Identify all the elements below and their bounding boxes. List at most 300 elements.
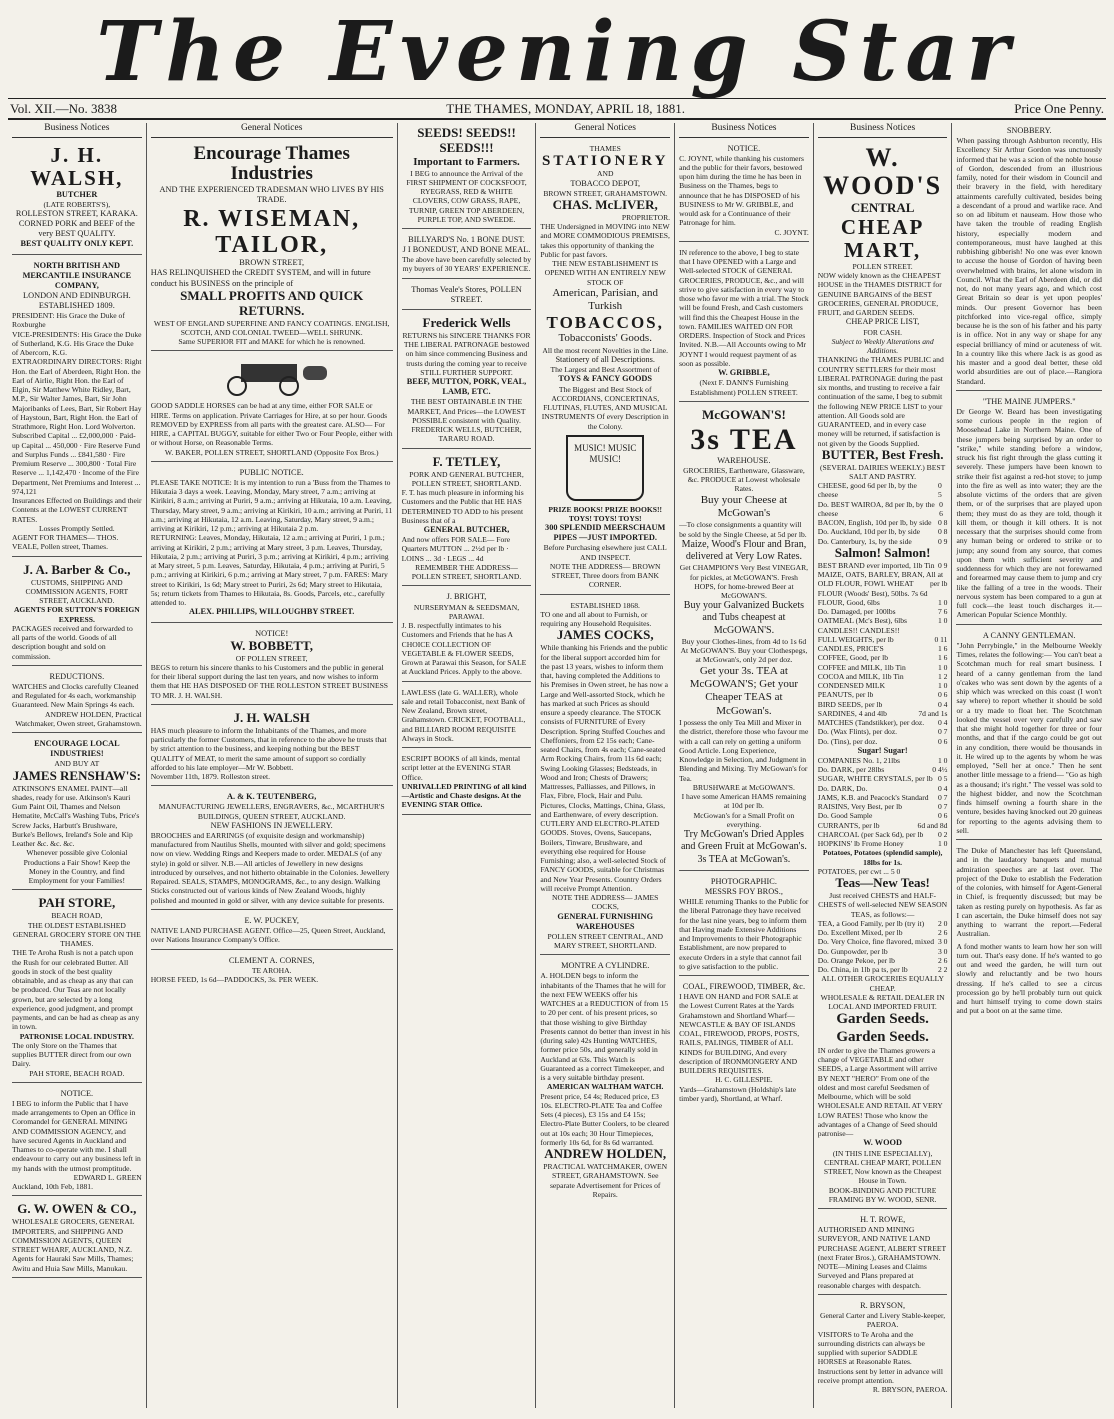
ad-title: 3s TEA — [690, 422, 798, 456]
ad-title: CENTRAL — [850, 199, 915, 215]
ad-text: WAREHOUSE. — [717, 455, 771, 465]
ad-text: UNRIVALLED PRINTING of all kind —Artistic and Chaste designs. At the EVENING STAR Office. — [401, 781, 527, 810]
price-row — [818, 928, 948, 937]
masthead — [8, 6, 1106, 98]
price-row — [818, 811, 948, 820]
ad-text: NOTE THE ADDRESS— JAMES COCKS, — [552, 893, 659, 912]
price-row — [818, 839, 948, 848]
ad-address: BEACH ROAD, — [51, 911, 103, 921]
ad-green-notice — [12, 1086, 142, 1197]
price-row — [818, 947, 948, 956]
price-item: BACON, English, 10d per lb, by side — [817, 518, 932, 528]
price-value: 2 0 — [937, 918, 948, 928]
ad-title: American, Parisian, and Turkish — [552, 286, 659, 313]
price-item: Do. (Wax Flints), per doz. — [817, 727, 898, 737]
dateline — [8, 98, 1106, 120]
article-canny-gentleman — [956, 628, 1102, 840]
price-row — [818, 589, 948, 598]
ad-text: AGENTS FOR SUTTON'S FOREIGN EXPRESS. — [13, 605, 140, 624]
ad-signature: W. WOOD — [863, 1138, 902, 1148]
ad-text: THAMES — [589, 143, 621, 153]
price-row — [818, 607, 948, 616]
price-row — [818, 518, 948, 527]
ad-phillips — [151, 465, 393, 623]
ad-text: (IN THIS LINE ESPECIALLY), CENTRAL CHEAP MART, POLLEN STREET, Now known as the Cheapest House in Town. — [823, 1148, 942, 1186]
ad-text: Just received CHESTS and HALF-CHESTS of well-selected NEW SEASON TEAS, as follows:— — [818, 891, 948, 919]
price-row — [818, 774, 948, 783]
price-list-c — [818, 756, 948, 849]
ad-text: LAWLESS (late G. WALLER), whole sale and retail Tobacconist, next Bank of New Zealand, Brown street, Grahamstown. CRICKET, FOOTBALL, and BILLIARD ROOM REQUISITE Always in Stock. — [401, 687, 526, 743]
ad-text: WHOLESALE GROCERS, GENERAL IMPORTERS, and SHIPPING AND COMMISSION AGENTS, QUEEN STREET WHARF, AUCKLAND, N.Z. — [12, 1217, 135, 1255]
ad-text: TO one and all about to Furnish, or requiring any Household Requisites. — [540, 609, 652, 629]
ad-title: NEW FASHIONS IN JEWELLERY. — [210, 820, 333, 830]
price-row — [818, 579, 948, 588]
ad-text: PLEASE TAKE NOTICE: It is my intention to run a 'Buss from the Thames to Hikutaia 3 days a week. Leaving, Monday, Mary street, 7 a.m.; arriving at Kirikiri, 8 a.m.; arriving at Puriri, 9 a.m.; arriving at Hikutaia, 10 a.m. Leaving, Thursday, Mary street, 9 a.m.; arriving at Kirikiri, 10 a.m.; arriving at Puriri, 11 a.m.; arriving at Hikutaia, 12 a.m. Leaving, Saturday, Mary street, 9 a.m.; arriving at Kirikiri, 12 p.m.; arriving at Hikutaia 2 p.m. — [150, 477, 393, 534]
ad-text: AGENT FOR THAMES— THOS. VEALE, Pollen street, Thames. — [12, 533, 119, 552]
article-body: A fond mother wants to learn how her son will turn out. That's easy done. If he's wanted to go out and weed the garden, he will turn out slowly and reluctantly and be two hours dressing. If he's called to see a circus procession go by he'll probably turn out quick and hurt himself trying to come down stairs and put a boot on at the same time. — [956, 941, 1102, 1016]
price-value: 0 8 — [937, 518, 948, 528]
ad-title: 300 SPLENDID MEERSCHAUM PIPES —JUST IMPORTED. — [545, 523, 666, 543]
price-item: CONDENSED MILK — [817, 681, 886, 691]
ad-text: THE Undersigned in MOVING into NEW and MORE COMMODIOUS PREMISES, takes this opportunity of thanking the Public for past favors. — [540, 222, 670, 259]
ad-text: WHILE returning Thanks to the Public for the liberal Patronage they have received for the last nine years, beg to inform them that Having made Extensive Additions and Improvements to their Photographic Establishment, are now prepared to execute Orders in a style that cannot fail to give satisfaction to the public. — [679, 897, 809, 971]
ad-text: Buy your Galvanized Buckets and Tubs cheapest at McGOWAN'S. — [683, 600, 805, 636]
ad-title: F. TETLEY, — [432, 453, 501, 469]
ad-title: NORTH BRITISH AND MERCANTILE INSURANCE COMPANY, — [22, 260, 132, 290]
ad-text: Same SUPERIOR FIT and MAKE for which he is renowned. — [178, 337, 366, 347]
price-item: Do. Canterbury, 1s, by the side — [817, 536, 912, 546]
ad-title: Get your 3s. TEA at McGOWAN'S; Get your Cheaper TEAS at McGowan's. — [689, 664, 799, 717]
price-item: COFFEE, Good, per lb — [817, 653, 889, 663]
ad-text: General Carter and Livery Stable-keeper, PAEROA. — [820, 1311, 946, 1330]
ad-cocks — [540, 598, 670, 956]
price-list-a — [818, 481, 948, 546]
ad-veale — [402, 282, 532, 310]
ad-stationery — [540, 141, 670, 595]
ad-title: ENCOURAGE LOCAL INDUSTRIES! — [34, 739, 120, 759]
ad-text: RETURNS his SINCERE THANKS FOR THE LIBERAL PATRONAGE bestowed on him since commencing Business and trusts during the coming year to receive STILL FURTHER SUPPORT. — [402, 330, 531, 377]
price-row — [818, 527, 948, 536]
ad-text: NURSERYMAN & SEEDSMAN, PARAWAI. — [413, 602, 520, 621]
price-value: 0 6 — [937, 736, 948, 746]
price-value: 1 0 — [937, 681, 948, 691]
ad-rowe — [818, 1212, 948, 1295]
price-value: 0 4 — [937, 718, 948, 728]
ad-text: THE NEW ESTABLISHMENT IS OPENED WITH AN ENTIRELY NEW STOCK OF — [544, 259, 666, 287]
ad-barber — [12, 560, 142, 666]
ad-address: ROLLESTON STREET, KARAKA. — [15, 209, 138, 219]
price-value: 0 9 — [937, 560, 948, 570]
buggy-illustration — [217, 360, 327, 398]
price-value: 1 6 — [937, 653, 948, 663]
price-list-d — [818, 919, 948, 975]
price-value: 1 0 — [937, 662, 948, 672]
ad-title: NOTICE. — [727, 143, 761, 153]
ad-text: THANKING the THAMES PUBLIC and COUNTRY SETTLERS for their most LIBERAL PATRONAGE during the past six months, and trusting to receive a fair continuation of the same, I beg to submit the following NEW PRICE LIST to your attention. All Goods sold are GUARANTEED, and in every case money will be returned, if satisfaction is not given by the Goods Supplied. — [817, 355, 944, 448]
price-item: Do. Good Sample — [817, 811, 873, 821]
ad-mcgowan — [679, 405, 809, 871]
article-snobbery — [956, 123, 1102, 391]
ad-text: The only Store on the Thames that supplies BUTTER direct from our own Dairy. — [12, 1040, 132, 1069]
price-item: BIRD SEEDS, per lb — [817, 699, 883, 709]
ad-pah-store — [12, 893, 142, 1082]
ad-text: HAS RELINQUISHED the CREDIT SYSTEM, and will in future conduct his BUSINESS on the principle of — [150, 268, 371, 288]
price-item: COMPANIES No. 1, 21lbs — [817, 755, 900, 765]
price-item: TEA, a Good Family, per lb (try it) — [817, 918, 925, 928]
ad-cornes — [151, 953, 393, 989]
ad-title: CLEMENT A. CORNES, — [228, 955, 315, 965]
ad-title: NOTICE. — [60, 1088, 94, 1098]
ad-text: RETURNING: Leaves, Monday, Hikutaia, 12 a.m.; arriving at Puriri, 1 p.m.; arriving at Kirikiri, 2 p.m.; arriving at Mary street, 3 p.m. Leaves, Thursday, Hikutaia, 2 p.m.; arriving at Puriri, 3 p.m.; arriving at Kirikiri, 4 p.m.; arriving at Mary street, 5 p.m. Leaves, Saturday, Hikutaia, 4 p.m.; arriving at Puriri, 5 p.m.; arriving at Kirikiri, 6 p.m.; arriving at Mary street, 7 p.m. FARES: Mary street to Kirikiri, 1s 6d; Mary street to Puriri, 2s 6d; Mary street to Hikutaia, 5s; return tickets from Thames to Hikutaia, 8s. Goods, Parcels, etc., carefully attended to. — [150, 533, 389, 608]
ad-signature: ALEX. PHILLIPS, WILLOUGHBY STREET. — [188, 607, 355, 617]
ad-title: ANDREW HOLDEN, — [544, 1146, 667, 1162]
masthead-title: The Evening Star — [96, 4, 1018, 100]
price-value: 0 8 — [937, 527, 948, 537]
ad-title: R. WISEMAN, TAILOR, — [183, 205, 361, 258]
ad-text: I HAVE ON HAND and FOR SALE at the Lowest Current Rates at the Yards Grahamstown and Shortland Wharf— NEWCASTLE & BAY OF ISLANDS COAL, FIREWOOD, PROPS, POSTS, RAILS, PALINGS, TIMBER of ALL KINDS for BUILDING, And every description of IRONMONGERY AND BUILDERS REQUISITES. — [679, 992, 800, 1076]
column-6 — [814, 123, 953, 1408]
ad-text: Whenever possible give Colonial Productions a Fair Show! Keep the Money in the Country, and find Employment for your Families! — [23, 848, 131, 886]
columns — [8, 123, 1106, 1408]
ad-text: The Largest and Best Assortment of — [550, 365, 660, 375]
ad-text: I possess the only Tea Mill and Mixer in the district, therefore those who favour me with a call can rely on getting a uniform Good Article. Long Experience, Knowledge in Selection, and Judgment in Blending and Mixing. Try McGowan's for Tea. — [679, 718, 809, 783]
price-item: CHEESE, good 6d per lb, by the cheese — [817, 481, 917, 500]
price-row — [818, 756, 948, 765]
ad-title: G. W. OWEN & CO., — [17, 1201, 137, 1217]
ad-text: AND BUY AT — [54, 759, 100, 769]
price-item: Do. (Tins), per doz. — [817, 736, 878, 746]
ad-text: ESTABLISHED 1868. — [570, 600, 640, 610]
ad-text: LONDON AND EDINBURGH. — [23, 290, 131, 300]
ad-foy — [679, 874, 809, 976]
ad-text: Subscribed Capital ... £2,000,000 · Paid-up Capital ... 450,000 · Fire Reserve Fund and Surplus Funds ... £841,580 · Fire Premium Reserve ... 300,800 · Total Fire Reserve ... 1,142,470 · Income of the Fire Department, Net Premiums and Interest ... 974,121 — [12, 431, 141, 496]
price-value: 0 4½ — [932, 765, 948, 775]
ad-title: SMALL PROFITS AND QUICK RETURNS. — [180, 287, 364, 318]
price-value: 2 2 — [937, 965, 948, 975]
price-row — [818, 644, 948, 653]
ad-bright — [402, 589, 532, 681]
price-item: Do. Gunpowder, per lb — [817, 946, 888, 956]
ad-text: While thanking his Friends and the public for the liberal support accorded him for the past 13 years, wishes to inform them that, having completed the Additions to his Premises in Owen street, he has now a Large and Well-assorted Stock, which he has marked at such Prices as should ensure a speedy clearance. The STOCK consists of FURNITURE of Every Description. Spring Stuffed Couches and Cheffoniers, from £2 15s each; Cane-seated Chairs, from 4s each; Cane-seated Arm Rocking Chairs, from 11s 6d each; Swing Looking Glasses; Bedsteads, in Wood and Iron; Chests of Drawers; Mattresses, Palliasses, and Pillows, in Flax, Fibre, Flock, Hair and Pulu. Pictures, Clocks, Mattings, China, Glass, and Earthenware, of every description. CUTLERY AND ELECTRO-PLATED GOODS. Stoves, Ovens, Saucepans, Boilers, Tinware, Brushware, and everything else required for House Furnishing; also, a well-selected Stock of FANCY GOODS, suitable for Christmas and New Year Presents. Country Orders will receive Prompt Attention. — [540, 643, 668, 893]
price-item: CANDLES, PRICE'S — [817, 644, 884, 654]
ad-text: NATIVE LAND PURCHASE AGENT. Office—25, Queen Street, Auckland, over Nations Insurance Company's Office. — [150, 926, 386, 945]
ad-holden-reductions — [12, 669, 142, 733]
price-value: 7 6 — [937, 607, 948, 617]
ad-title: Tobacconists' Goods. — [558, 332, 652, 345]
ad-title: NOTICE! — [255, 628, 289, 638]
price-row — [818, 598, 948, 607]
price-row — [818, 765, 948, 774]
article-headline: "THE MAINE JUMPERS." — [982, 396, 1076, 406]
price-value: 1 0 — [937, 755, 948, 765]
price-item: JAMS, K.B. and Peacock's Standard — [817, 792, 929, 802]
ad-text: PROPRIETOR. — [621, 212, 671, 222]
ad-signature: C. JOYNT. — [774, 227, 809, 237]
ad-teutenberg — [151, 789, 393, 910]
ad-address: OF POLLEN STREET, — [235, 653, 308, 663]
ad-address: POLLEN STREET CENTRAL, AND MARY STREET, SHORTLAND. — [547, 931, 663, 951]
ad-text: BROOCHES and EARRINGS (of exquisite design and workmanship) manufactured from Nautilus Shells, mounted with silver and gold; specimens now on view. Wedding Rings and Keepers made to order. MEDALS (of any style) in gold or silver. N.B.—All articles of Jewellery in new designs introduced by ourselves, and not hitherto obtainable in the Colonies. Jewellery Repaired. SEALS, STAMPS, MONOGRAMS, &c., to any design. Walking Sticks constructed out of various kinds of New Zealand Woods, highly polished and mounted in gold or silver, with any device suitable for presents. — [150, 830, 390, 905]
ad-title: W. GRIBBLE, — [718, 368, 770, 378]
price-value: 2 6 — [937, 955, 948, 965]
price-row — [818, 481, 948, 500]
ad-title: CHAS. McLIVER, — [552, 196, 658, 212]
price-item: Do. Orange Pekoe, per lb — [817, 955, 895, 965]
price-item: FULL WEIGHTS, per lb — [817, 634, 894, 644]
volume-number: Vol. XII.—No. 3838 — [10, 100, 118, 116]
ad-title: Teas—New Teas! — [835, 875, 930, 891]
price-row — [818, 681, 948, 690]
ad-title: McGOWAN'S! — [702, 406, 786, 422]
ad-text: THE BEST OBTAINABLE IN THE MARKET, And Prices—the LOWEST POSSIBLE consistent with Quality. — [407, 397, 526, 425]
ad-text: ATKINSON'S ENAMEL PAINT—all shades, ready for use. Atkinson's Kauri Gum Paint Oil, Thames and Nelson Hematite, McCall's Washing Tubs, Price's Screw Jacks, Harbutt's Brushware, Burke's Bellows, Ireland's Sole and Kip Leather &c. &c. &c. — [12, 783, 140, 849]
ad-text: PACKAGES received and forwarded to all parts of the world. Goods of all description bought and sold on commission. — [12, 623, 133, 661]
ad-bryson — [818, 1298, 948, 1398]
ad-owen — [12, 1199, 142, 1277]
ad-title: Garden Seeds. — [836, 1028, 929, 1045]
ad-title: PUBLIC NOTICE. — [239, 467, 304, 477]
ad-title: R. BRYSON, — [860, 1300, 906, 1310]
ad-text: 3s TEA at McGowan's. — [697, 853, 791, 865]
ad-text: The Biggest and Best Stock of ACCORDIANS, CONCERTINAS, FLUTINAS, FLUTES, AND MUSICAL INSTRUMENTS Of every Description in the Colony. — [541, 384, 669, 431]
ad-text: EXTRAORDINARY DIRECTORS: Right Hon. the Earl of Aberdeen, Right Hon. the Earl of Airlie, Right Hon. the Earl of Elgin, Sir Matthew White Ridley, Bart, M.P., Sir Walter James, Bart, Sir John Majoribanks of Lees, Bart, Sir Robert Hay of Haystoun, Bart, Right Hon. the Earl of Strathmore, Right Hon. Lord Wolverton. — [12, 357, 142, 432]
ad-subtitle: BUTCHER — [56, 189, 98, 199]
ad-address: TE AROHA. — [251, 965, 292, 975]
ad-wiseman — [151, 141, 393, 352]
ad-signature: ANDREW HOLDEN, Practical Watchmaker, Owen street, Grahamstown. — [15, 709, 142, 728]
price-item: RAISINS, Very Best, per lb — [817, 802, 902, 812]
ad-title: AMERICAN WALTHAM WATCH. — [547, 1082, 664, 1092]
ad-text: Yards—Grahamstown (Holdship's late timber yard), Shortland, at Wharf. — [679, 1084, 797, 1103]
ad-title: CHEAP PRICE LIST, — [845, 317, 920, 327]
ad-text: IN reference to the above, I beg to state that I have OPENED with a Large and Well-selected STOCK of GENERAL GROCERIES, PRODUCE, &c., and will strive to give satisfaction in every way to those who favor me with a trial. The Stock will be found Fresh, and Cash customers will find this the Cheapest House in the town. FAMILIES WAITED ON FOR ORDERS. Inspection of Stock and Prices Invited. N.B.—All Accounts owing to Mr JOYNT I would request payment of as soon as possible. — [679, 247, 809, 368]
ad-title: J. A. Barber & Co., — [23, 561, 131, 577]
column-7 — [952, 123, 1106, 1408]
price-row — [818, 570, 948, 579]
price-item: HOPKINS' lb Frome Honey — [817, 839, 904, 849]
ad-text: ALL OTHER GROCERIES EQUALLY CHEAP. — [821, 974, 944, 993]
price-row — [818, 700, 948, 709]
ad-text: AND — [596, 169, 614, 179]
column-heading: General Notices — [151, 123, 393, 138]
ad-title: A. & K. TEUTENBERG, — [227, 792, 317, 802]
ad-text: I have some American HAMS remaining at 10d per lb. — [681, 792, 807, 811]
ad-title: Thomas Veale's Stores, POLLEN STREET. — [411, 284, 522, 304]
price-item: COCOA and MILK, 1lb Tin — [817, 671, 904, 681]
ad-bobbett — [151, 626, 393, 705]
ad-text: C. JOYNT, while thanking his customers and the public for their favors, bestowed upon him during the time he has been in Business on the Thames, begs to announce that he has DISPOSED of his BUSINESS to Mr W. GRIBBLE, and would ask for a Continuance of their Patronage for him. — [679, 153, 804, 228]
ad-text: PAH STORE, BEACH ROAD. — [29, 1068, 125, 1078]
price-row — [818, 500, 948, 519]
ad-address: POLLEN STREET. — [852, 261, 913, 271]
ad-title: PHOTOGRAPHIC. — [710, 876, 777, 886]
article-body: When passing through Ashburton recently, His Excellency Sir Arthur Gordon was unctuously informed that he was a scion of the noble house of Gordon, descended from an illustrious family, noted for their wisdom in Council and their bravery in the field, with hereditary attainments carefully cultivated, besides being a descendant of a proud and warlike race. And so on ad libitum et nauseam. How those who have taken the trouble of reading English history, especially modern and contemporaneous, must have laughed at this rubbishing gibberish! No one was ever known to accuse the house of Gordon of having been overwhelmed with brains, let alone wisdom in Council. What the Earl of Aberdeen did, or did not, do not many years ago, and which cost Great Britain so dear is yet upon peoples' minds. Our present Governor has been pitchforked into vice-regal office, simply because he is the son of his father and his party is in office. Not in any way or shape for any especial brilliancy of mind or acuteness of wit. In a country like this where Jack is as good as his master and a good deal better, these old world absurdities are out of place.—Rangiora Standard. — [956, 136, 1102, 386]
price-value: 0 7 — [937, 727, 948, 737]
price-row — [818, 727, 948, 736]
ad-signature: H. C. GILLESPIE. — [715, 1075, 773, 1085]
price-item: FLOUR, Good, 6lbs — [817, 597, 880, 607]
price-value: 0 6 — [937, 811, 948, 821]
ad-title: BEEF, MUTTON, PORK, VEAL, LAMB, ETC. — [406, 377, 527, 397]
ad-text: November 11th, 1879. Rolleston street. — [150, 772, 271, 782]
ad-text: WATCHES and Clocks carefully Cleaned and Regulated for 4s each, workmanship Guaranteed. New Main Springs 4s each. — [12, 681, 139, 710]
price: Price One Penny. — [1014, 100, 1104, 116]
ad-title: JAMES RENSHAW'S: — [12, 767, 141, 783]
ad-signature: FREDERICK WELLS, BUTCHER, TARARU ROAD. — [411, 425, 522, 444]
price-row — [818, 672, 948, 681]
price-row — [818, 690, 948, 699]
ad-text: Auckland, 10th Feb, 1881. — [12, 1182, 93, 1192]
ad-title: COAL, FIREWOOD, TIMBER, &c. — [682, 982, 806, 991]
ad-title: J. BRIGHT, — [446, 592, 487, 602]
price-item: OLD FLOUR, FOWL WHEAT — [817, 579, 914, 589]
ad-title: SEEDS! SEEDS!! SEEDS!!! — [417, 125, 516, 155]
ad-text: NOW widely known as the CHEAPEST HOUSE in the THAMES DISTRICT for GENUINE BARGAINS of the BEST GROCERIES, GENERAL PRODUCE, FRUIT, and GARDEN SEEDS. — [817, 271, 942, 318]
column-heading: Business Notices — [818, 123, 948, 138]
article-duke — [956, 843, 1102, 1020]
ad-walsh — [12, 141, 142, 255]
ad-text: Try McGowan's Dried Apples and Green Fruit at McGowan's. — [680, 829, 807, 853]
column-5 — [675, 123, 814, 1408]
price-value: 0 7 — [937, 792, 948, 802]
price-value: 0 6 — [939, 499, 943, 518]
ad-title: Potatoes, Potatoes (splendid sample), 18lbs for 1s. — [822, 848, 943, 867]
price-value: 0 7 — [937, 802, 948, 812]
ad-text: VISITORS to Te Aroha and the surrounding districts can always be supplied with superior SADDLE HORSES at Reasonable Rates. Instructions sent by letter in advance will receive prompt attention. — [817, 1329, 944, 1385]
price-row — [818, 821, 948, 830]
ad-star-printing — [402, 751, 532, 815]
issue-date: THE THAMES, MONDAY, APRIL 18, 1881. — [446, 100, 685, 116]
column-heading: General Notices — [540, 123, 670, 138]
ad-text: AUTHORISED AND MINING SURVEYOR, AND NATIVE LAND PURCHASE AGENT, ALBERT STREET (next Frater Bros.), GRAHAMSTOWN. NOTE—Mining Leases and Claims Surveyed and Plans prepared at reasonable charges with despatch. — [817, 1225, 946, 1290]
price-item: Do. DARK, Do. — [817, 783, 868, 793]
ad-title: MESSRS FOY BROS., — [704, 886, 783, 896]
price-value: 1 2 — [937, 671, 948, 681]
ad-title: TOYS & FANCY GOODS — [558, 374, 653, 384]
ad-holden-watch — [540, 958, 670, 1203]
price-item: Do. Auckland, 10d per lb, by side — [817, 527, 921, 537]
ad-text: PRIZE BOOKS! PRIZE BOOKS!! TOYS! TOYS! TOYS! — [548, 504, 663, 523]
article-maine-jumpers — [956, 394, 1102, 625]
ad-text: And now offers FOR SALE— Fore Quarters MUTTON ... 2½d per lb · LOINS ... 3d · LEGS ... 4d — [401, 535, 511, 563]
ad-baker — [151, 354, 393, 462]
price-row — [818, 561, 948, 570]
ad-text: MANUFACTURING JEWELLERS, ENGRAVERS, &c., MCARTHUR'S BUILDINGS, QUEEN STREET, AUCKLAND. — [158, 802, 385, 821]
ad-text: PATRONISE LOCAL INDUSTRY. — [19, 1031, 134, 1041]
ad-gillespie — [679, 979, 809, 1107]
ad-title: Frederick Wells — [422, 314, 511, 330]
price-row — [818, 802, 948, 811]
price-row — [818, 626, 948, 635]
ad-title: GENERAL BUTCHER, — [423, 525, 510, 535]
ad-title: Encourage Thames Industries — [193, 142, 350, 185]
price-item: MATCHES (Tandstikker), per doz. — [817, 718, 925, 728]
ad-text: J I BONEDUST, AND BONE MEAL. — [402, 245, 531, 255]
price-value: 7d and 1s — [918, 708, 948, 718]
ad-title: TOBACCO DEPOT, — [570, 178, 641, 188]
price-value: per lb — [929, 579, 948, 589]
ad-title: JAMES COCKS, — [556, 627, 654, 643]
ad-seeds — [402, 123, 532, 229]
price-item: CHARCOAL (per Sack 6d), per lb — [817, 829, 924, 839]
price-value: 3 0 — [937, 946, 948, 956]
ad-text: ESCRIPT BOOKS of all kinds, mental script letter at the EVENING STAR Office. — [401, 754, 521, 782]
ad-text: IN order to give the Thames growers a change of VEGETABLE and other SEEDS, a Large Assortment will arrive BY NEXT "HERO" From one of the oldest and most careful Seedsmen of Melbourne, which will be sold WHOLESALE AND RETAIL AT VERY LOW RATES! Those who know the advantages of a Change of Seed should patronise— — [817, 1045, 943, 1139]
ad-text: PRESIDENT: His Grace the Duke of Roxburghe — [12, 311, 125, 330]
ad-text: —To close consignments a quantity will be sold by the Single Cheese, at 5d per lb. — [679, 520, 807, 539]
ad-text: J. B. respectfully intimates to his Customers and Friends that he has A CHOICE COLLECTION OF VEGETABLE & FLOWER SEEDS, Grown at Parawai this Season, for SALE at Auckland Prices. Apply to the above. — [401, 621, 527, 677]
ad-title: Garden Seeds. — [836, 1011, 929, 1028]
ad-north-british — [12, 258, 142, 557]
price-value: 0 6 — [937, 690, 948, 700]
ad-title: W. WOOD'S — [823, 142, 943, 201]
ad-title: TOBACCOS, — [546, 312, 664, 332]
ad-address: BROWN STREET, — [239, 258, 305, 268]
ad-text: I BEG to inform the Public that I have made arrangements to Open an Office in Coromandel for GENERAL MINING AND COMMISSION AGENCY, and have secured Agents in Auckland and Thames to co-operate with me. I shall endeavour to carry out any business left in my hands with the utmost promptitude. — [12, 1098, 141, 1173]
ad-text: WHOLESALE & RETAIL DEALER IN LOCAL AND IMPORTED FRUIT. — [820, 992, 945, 1012]
ad-text: Maize, Wood's Flour and Bran, delivered at Very Low Rates. — [681, 538, 807, 563]
ad-text: BEST QUALITY ONLY KEPT. — [20, 239, 134, 249]
price-row — [818, 784, 948, 793]
price-value: 1 0 — [937, 616, 948, 626]
ad-text: ESTABLISHED 1809. — [38, 301, 115, 310]
price-item: CURRANTS, per lb — [817, 820, 880, 830]
ad-text: The above have been carefully selected by my buyers of 30 YEARS' EXPERIENCE. — [401, 255, 532, 274]
ad-lawless — [402, 685, 532, 749]
ad-title: J. H. WALSH — [233, 709, 310, 725]
ad-text: AND THE EXPERIENCED TRADESMAN WHO LIVES BY HIS TRADE. — [159, 185, 384, 205]
ad-text: A. HOLDEN begs to inform the inhabitants of the Thames that he will for the next FEW WEEKS offer his WATCHES at a REDUCTION of from 15 to 20 per cent. of his present prices, so that those wishing to give Birthday Presents cannot do better than invest in his (during sale) 42s Hunting WATCHES, former price 50s, and generally sold in Auckland at 63s. This Watch is Guaranteed as a correct Timekeeper, and is a very suitable birthday present. — [540, 971, 671, 1083]
ad-text: NOTE THE ADDRESS— BROWN STREET, Three doors from BANK CORNER. — [549, 561, 661, 590]
ad-text: PRACTICAL WATCHMAKER, OWEN STREET, GRAHAMSTOWN. See separate Advertisement for Prices of Repairs. — [543, 1162, 668, 1199]
ad-text: Get CHAMPION'S Very Best VINEGAR, for pickles, at McGOWAN'S. Fresh HOPS, for home-brewed Beer at McGOWAN'S. — [679, 563, 809, 601]
price-value: 1 6 — [937, 644, 948, 654]
price-item: Do. Very Choice, fine flavored, mixed — [817, 937, 935, 947]
column-1 — [8, 123, 147, 1408]
ad-title: Sugar! Sugar! — [857, 745, 908, 755]
ad-title: Stationery of all Descriptions. — [555, 355, 655, 365]
column-heading: Business Notices — [12, 123, 142, 138]
price-row — [818, 718, 948, 727]
ad-title: H. T. ROWE, — [860, 1215, 906, 1225]
ad-signature: W. BAKER, POLLEN STREET, SHORTLAND (Opposite Fox Bros.) — [164, 447, 379, 457]
price-item: FLOUR (Woods' Best), 50lbs. 7s 6d — [817, 588, 928, 598]
ad-title: PAH STORE, — [38, 895, 116, 911]
price-row — [818, 956, 948, 965]
ad-text: CUSTOMS, SHIPPING AND COMMISSION AGENTS, FORT STREET, AUCKLAND. — [25, 577, 129, 606]
ad-joynt — [679, 141, 809, 242]
price-row — [818, 709, 948, 718]
price-item: BEST BRAND ever imported, 1lb Tin — [817, 560, 935, 570]
price-item: Do. DARK, per 28lbs — [817, 765, 885, 775]
price-row — [818, 937, 948, 946]
price-item: Do. Damaged, per 100lbs — [817, 607, 896, 617]
ad-text: (SEVERAL DAIRIES WEEKLY.) BEST SALT AND PASTRY. — [820, 462, 946, 481]
price-row — [818, 653, 948, 662]
price-row — [818, 919, 948, 928]
price-row — [818, 965, 948, 974]
ad-text: Buy your Clothes-lines, from 4d to 1s 6d At McGOWAN'S. Buy your Clothespegs, at McGowan's, only 2d per doz. — [680, 636, 808, 665]
ad-text: HORSE FEED, 1s 6d—PADDOCKS, 3s. PER WEEK. — [150, 974, 319, 984]
price-value: 6d and 8d — [917, 820, 948, 830]
ad-title: BUTTER, Best Fresh. — [821, 446, 944, 462]
ad-title: BILLYARD'S No. 1 BONE DUST. — [408, 235, 525, 245]
price-item: SUGAR, WHITE CRYSTALS, per lb — [817, 774, 933, 784]
price-item: CANDLES!! CANDLES!! — [817, 625, 900, 635]
ad-title: REDUCTIONS. — [49, 671, 105, 681]
ad-text: POTATOES, per cwt ... 5 0 — [817, 866, 901, 876]
ad-title: E. W. PUCKEY, — [244, 915, 299, 925]
